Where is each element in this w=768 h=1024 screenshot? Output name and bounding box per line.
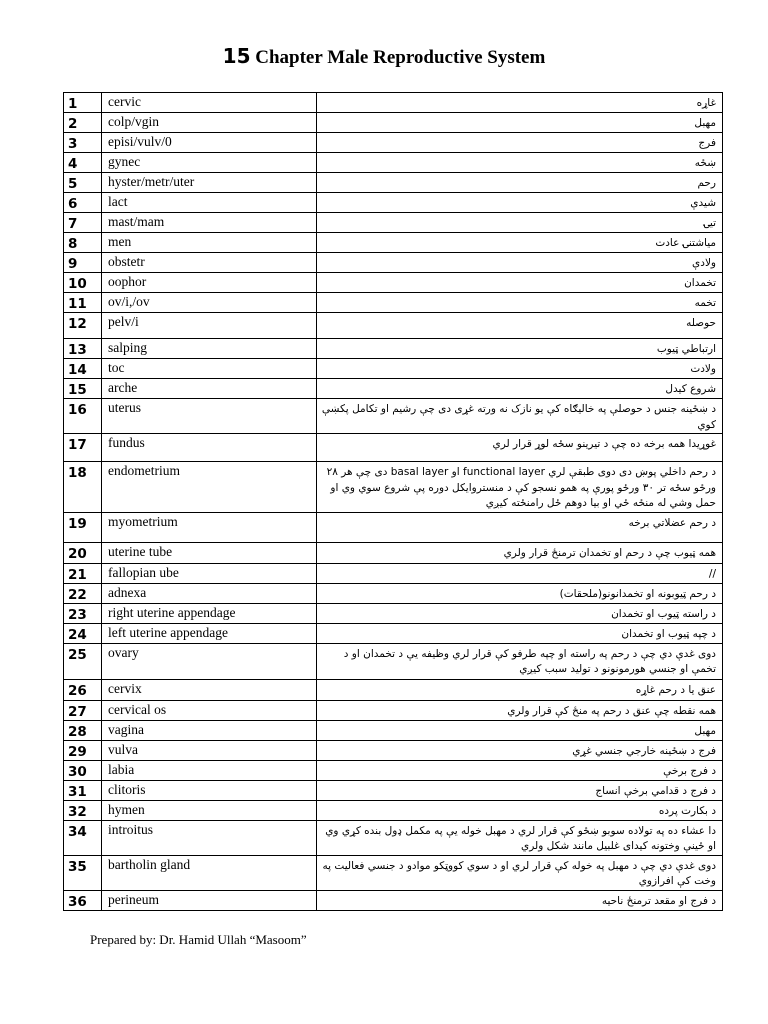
row-number: 15 [64,379,102,399]
table-row [64,623,723,643]
row-number: 29 [64,740,102,760]
medical-term: cervical os [102,700,317,720]
table-row [64,399,723,434]
row-number: 2 [64,113,102,133]
pashto-meaning: تخمه [317,293,723,313]
pashto-meaning: د رحم عضلاتي برخه [317,512,723,542]
pashto-meaning: شیدې [317,193,723,213]
row-number: 3 [64,133,102,153]
pashto-meaning: مهبل [317,720,723,740]
pashto-meaning: د فرج د قدامي برخې انساج [317,780,723,800]
medical-term: adnexa [102,583,317,603]
pashto-meaning: ارتباطي ټیوب [317,339,723,359]
medical-term: episi/vulv/0 [102,133,317,153]
medical-term: introitus [102,820,317,855]
medical-term: men [102,233,317,253]
pashto-meaning: د بکارت پرده [317,800,723,820]
pashto-meaning: شروع کیدل [317,379,723,399]
table-row [64,740,723,760]
table-row [64,512,723,542]
medical-term: uterine tube [102,542,317,563]
medical-term: salping [102,339,317,359]
pashto-meaning: // [317,563,723,583]
medical-term: perineum [102,890,317,910]
table-row [64,173,723,193]
row-number: 26 [64,679,102,700]
table-row [64,233,723,253]
table-row [64,760,723,780]
row-number: 19 [64,512,102,542]
medical-term: fundus [102,434,317,462]
medical-term: left uterine appendage [102,623,317,643]
medical-term: myometrium [102,512,317,542]
pashto-meaning: د چپه ټیوب او تخمدان [317,623,723,643]
table-row [64,780,723,800]
pashto-meaning: فرج [317,133,723,153]
table-row [64,603,723,623]
page-title [0,44,768,69]
row-number: 14 [64,359,102,379]
medical-term: vagina [102,720,317,740]
table-row [64,339,723,359]
table-row [64,563,723,583]
row-number: 5 [64,173,102,193]
medical-term: colp/vgin [102,113,317,133]
medical-term: fallopian ube [102,563,317,583]
row-number: 17 [64,434,102,462]
pashto-meaning: غوړیدا همه برخه ده چې د تیرینو سځه لوړ قرار لري [317,434,723,462]
pashto-meaning: همه نقطه چې عنق د رحم په منځ کې قرار ولري [317,700,723,720]
row-number: 32 [64,800,102,820]
table-row [64,800,723,820]
medical-term: vulva [102,740,317,760]
table-row [64,890,723,910]
pashto-meaning: د فرج برخې [317,760,723,780]
pashto-meaning: عنق یا د رحم غاړه [317,679,723,700]
pashto-meaning: غاړه [317,93,723,113]
row-number: 12 [64,313,102,339]
pashto-meaning: رحم [317,173,723,193]
table-row [64,213,723,233]
table-row [64,720,723,740]
row-number: 28 [64,720,102,740]
row-number: 10 [64,273,102,293]
row-number: 4 [64,153,102,173]
row-number: 6 [64,193,102,213]
table-row [64,542,723,563]
table-row [64,193,723,213]
row-number: 11 [64,293,102,313]
pashto-meaning: همه ټیوب چې د رحم او تخمدان ترمنځ قرار ولري [317,542,723,563]
row-number: 31 [64,780,102,800]
pashto-meaning: ولادت [317,359,723,379]
row-number: 18 [64,462,102,513]
pashto-meaning: دا عشاء ده په تولاده سوبو ښځو کې قرار لري د مهبل خوله یې په مکمل ډول بنده کړي وي او ځینې وختونه کیدای غلبیل مانند شکل ولري [317,820,723,855]
table-row [64,113,723,133]
medical-term: toc [102,359,317,379]
row-number: 7 [64,213,102,233]
terminology-table [63,92,723,911]
pashto-meaning: تخمدان [317,273,723,293]
medical-term: cervix [102,679,317,700]
table-row [64,93,723,113]
pashto-meaning: تیۍ [317,213,723,233]
row-number: 34 [64,820,102,855]
row-number: 13 [64,339,102,359]
table-row [64,359,723,379]
medical-term: right uterine appendage [102,603,317,623]
medical-term: endometrium [102,462,317,513]
table-row [64,434,723,462]
row-number: 20 [64,542,102,563]
table-row [64,273,723,293]
table-row [64,583,723,603]
medical-term: pelv/i [102,313,317,339]
medical-term: bartholin gland [102,855,317,890]
pashto-meaning: د رحم ټیوبونه او تخمدانونو(ملحقات) [317,583,723,603]
table-row [64,313,723,339]
table-row [64,462,723,513]
chapter-number: 15 [222,44,251,68]
footer-credit: Prepared by: Dr. Hamid Ullah “Masoom” [90,932,307,947]
medical-term: gynec [102,153,317,173]
pashto-meaning: ښځه [317,153,723,173]
row-number: 21 [64,563,102,583]
row-number: 30 [64,760,102,780]
row-number: 22 [64,583,102,603]
pashto-meaning: ولادې [317,253,723,273]
medical-term: hyster/metr/uter [102,173,317,193]
table-row [64,253,723,273]
medical-term: oophor [102,273,317,293]
table-row [64,293,723,313]
table-row [64,153,723,173]
medical-term: mast/mam [102,213,317,233]
row-number: 8 [64,233,102,253]
medical-term: obstetr [102,253,317,273]
medical-term: labia [102,760,317,780]
pashto-meaning: د ښځینه جنس د حوصلې په خالیګاه کې یو نازک نه ورته غړی دی چې رشیم او تکامل پکښې کوي [317,399,723,434]
pashto-meaning: مهبل [317,113,723,133]
medical-term: cervic [102,93,317,113]
table-row [64,700,723,720]
row-number: 1 [64,93,102,113]
chapter-title: Chapter Male Reproductive System [250,47,546,68]
medical-term: hymen [102,800,317,820]
row-number: 9 [64,253,102,273]
table-row [64,855,723,890]
pashto-meaning: میاشتنۍ عادت [317,233,723,253]
pashto-meaning: دوی غدې دي چې د رحم په راسته او چپه طرفو کې قرار لري وظیفه یې د تخمدان او د تخمې او جنسي هورمونونو د تولید سبب کیږي [317,643,723,679]
row-number: 24 [64,623,102,643]
pashto-meaning: د راسته ټیوب او تخمدان [317,603,723,623]
row-number: 36 [64,890,102,910]
pashto-meaning: دوی غدې دي چې د مهبل په خوله کې قرار لري او د سوي کووټکو موادو د جنسي فعالیت په وخت کې افرازوي [317,855,723,890]
medical-term: clitoris [102,780,317,800]
row-number: 27 [64,700,102,720]
table-row [64,643,723,679]
table-row [64,820,723,855]
pashto-meaning: د رحم داخلي پوښ دی دوی طبقې لري functional layer او basal layer دی چې هر ۲۸ ورځو سځه تر ۳۰ ورځو پورې په همو نسجو کې د منستروایکل دوره پې شروع سوي وي او حمل وشي له منځه ځي او بیا دوهم ځل رامنځته کیږي [317,462,723,513]
medical-term: arche [102,379,317,399]
medical-term: ovary [102,643,317,679]
pashto-meaning: د فرج او مقعد ترمنځ ناحیه [317,890,723,910]
medical-term: lact [102,193,317,213]
row-number: 16 [64,399,102,434]
pashto-meaning: فرج د ښځینه خارجي جنسي غړي [317,740,723,760]
row-number: 23 [64,603,102,623]
medical-term: ov/i,/ov [102,293,317,313]
medical-term: uterus [102,399,317,434]
pashto-meaning: حوصله [317,313,723,339]
row-number: 35 [64,855,102,890]
table-row [64,679,723,700]
table-row [64,133,723,153]
table-row [64,379,723,399]
row-number: 25 [64,643,102,679]
